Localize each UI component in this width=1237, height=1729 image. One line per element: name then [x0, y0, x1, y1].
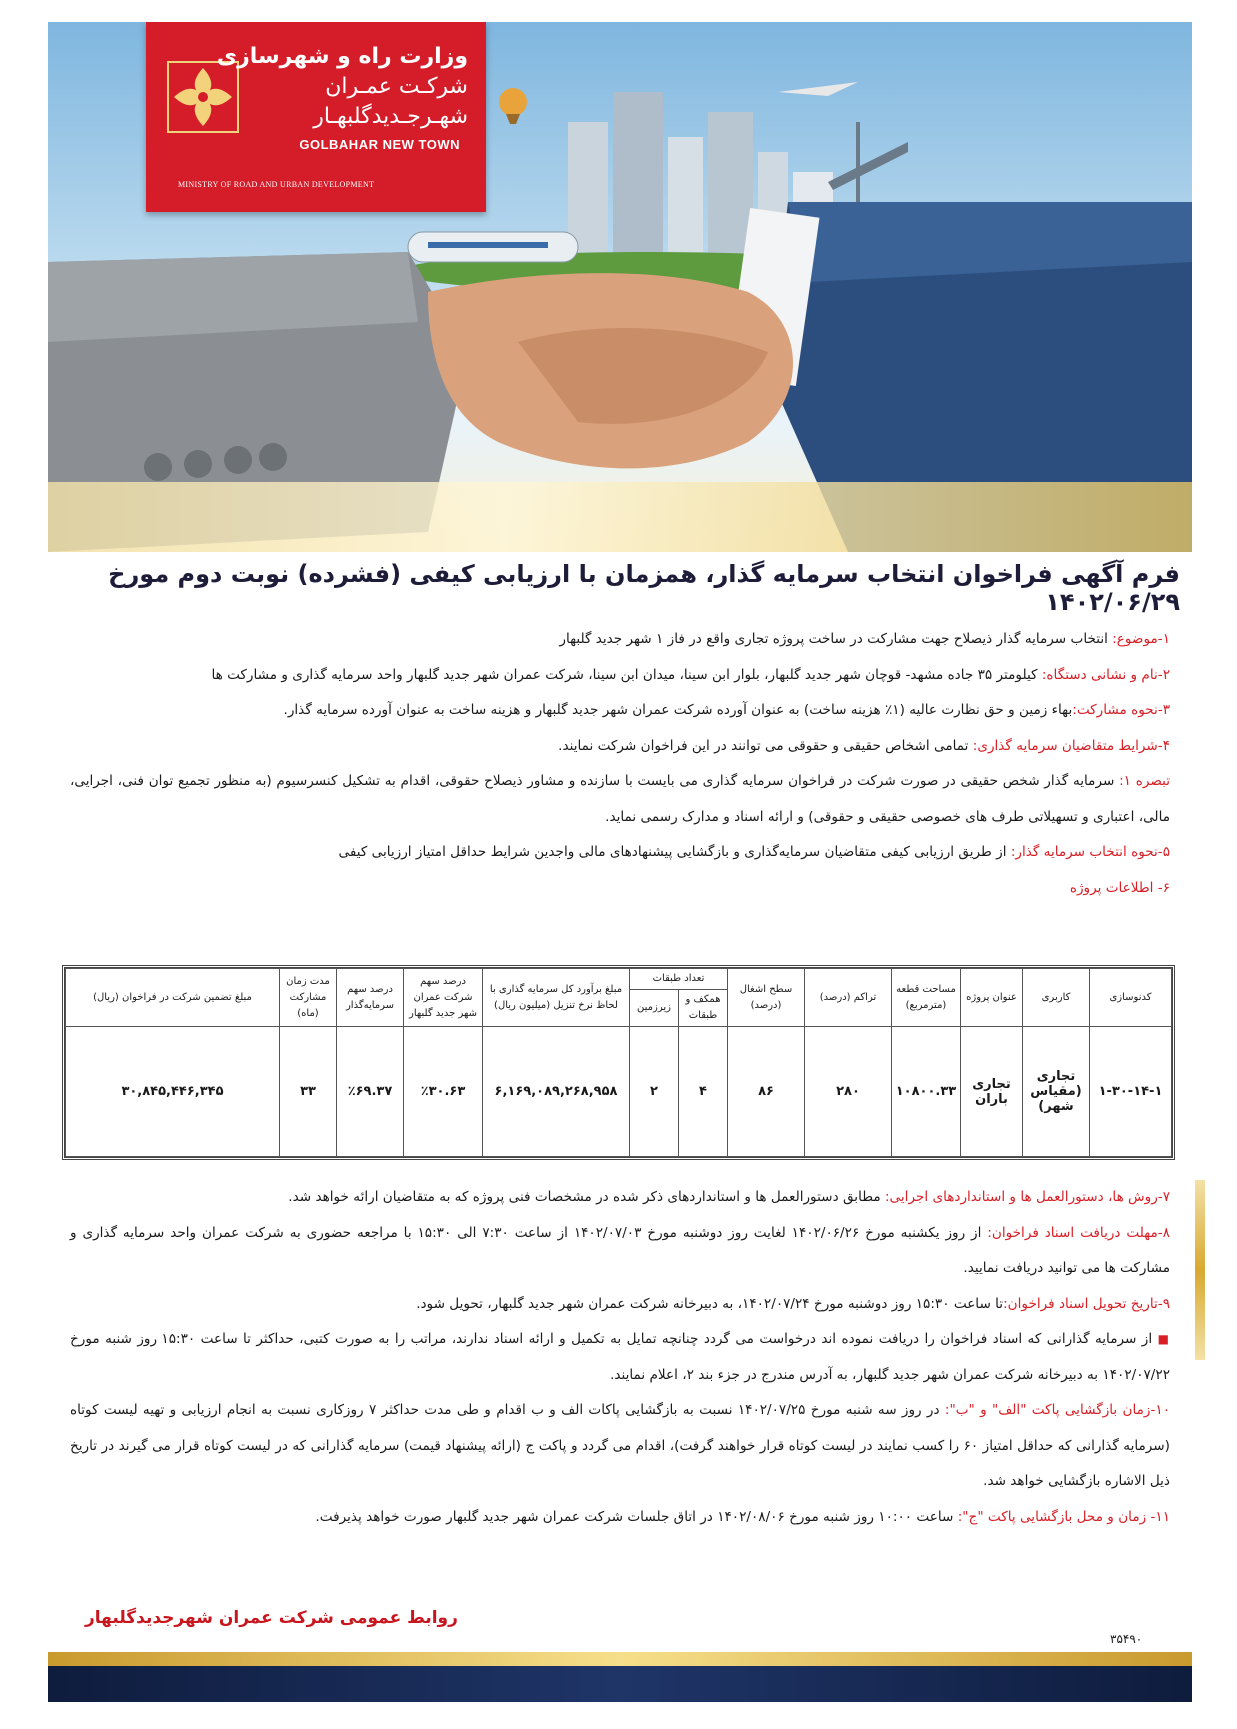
- cell-project-title: تجاری باران: [961, 1027, 1023, 1157]
- cell-floors-above: ۴: [679, 1027, 728, 1157]
- logo-ministry-persian: وزارت راه و شهرسازی: [216, 44, 468, 69]
- header-investment: مبلغ برآورد کل سرمایه گذاری با لحاظ نرخ تنزیل (میلیون ریال): [483, 969, 630, 1027]
- section-applicant-conditions: [70, 729, 1170, 765]
- section-label: ۴-شرایط متقاضیان سرمایه گذاری:: [972, 737, 1170, 754]
- header-floors-above: همکف و طبقات: [679, 990, 728, 1027]
- cell-duration: ۳۳: [280, 1027, 337, 1157]
- section-participation-method: [70, 693, 1170, 729]
- header-floors-group: تعداد طبقات: [630, 969, 728, 990]
- section-text: ساعت ۱۰:۰۰ روز شنبه مورخ ۱۴۰۲/۰۸/۰۶ در اتاق جلسات شرکت عمران شهر جدید گلبهار صورت خواهد پذیرفت.: [315, 1508, 958, 1525]
- logo-company-name-line2: شهـرجـدیدگلبهـار: [313, 104, 468, 129]
- section-withdrawal-notice: [70, 1322, 1170, 1393]
- section-delivery-date: [70, 1287, 1170, 1323]
- header-code: کدنوسازی: [1090, 969, 1172, 1027]
- header-project-title: عنوان پروژه: [961, 969, 1023, 1027]
- section-text: از روز یکشنبه مورخ ۱۴۰۲/۰۶/۲۶ لغایت روز دوشنبه مورخ ۱۴۰۲/۰۷/۰۳ از ساعت ۷:۳۰ الی ۱۵:۳۰ با مراجعه حضوری به شرکت عمران واحد سرمایه گذاری و مشارکت ها می توانید دریافت نمایید.: [70, 1224, 1170, 1276]
- cell-use: تجاری (مقیاس شهر): [1023, 1027, 1090, 1157]
- cell-investor-share: ٪۶۹.۳۷: [337, 1027, 404, 1157]
- section-execution-standards: [70, 1180, 1170, 1216]
- section-document-deadline: [70, 1216, 1170, 1287]
- section-label: ۲-نام و نشانی دستگاه:: [1041, 666, 1170, 683]
- hero-banner: [48, 22, 1192, 552]
- footer-navy-bar: [48, 1666, 1192, 1702]
- cell-code: ۱-۳۰-۱۴-۱: [1090, 1027, 1172, 1157]
- table-row: [66, 1027, 1172, 1157]
- announcement-body-top: [70, 622, 1170, 906]
- section-label: تبصره ۱:: [1119, 773, 1170, 789]
- section-envelope-ab-opening: [70, 1393, 1170, 1500]
- section-organization-address: [70, 658, 1170, 694]
- section-text: انتخاب سرمایه گذار ذیصلاح جهت مشارکت در ساخت پروژه تجاری واقع در فاز ۱ شهر جدید گلبهار: [559, 631, 1113, 647]
- section-note-1: [70, 764, 1170, 835]
- section-label: ۸-مهلت دریافت اسناد فراخوان:: [987, 1224, 1170, 1241]
- cell-area: ۱۰۸۰۰.۳۳: [892, 1027, 961, 1157]
- announcement-title: فرم آگهی فراخوان انتخاب سرمایه گذار، همزمان با ارزیابی کیفی (فشرده) نوبت دوم مورخ ۱۴۰۲/۰۶/۲۹: [108, 560, 1180, 616]
- section-selection-method: [70, 835, 1170, 871]
- cell-investment: ۶,۱۶۹,۰۸۹,۲۶۸,۹۵۸: [483, 1027, 630, 1157]
- header-company-share: درصد سهم شرکت عمران شهر جدید گلبهار: [404, 969, 483, 1027]
- section-text: سرمایه گذار شخص حقیقی در صورت شرکت در فراخوان سرمایه گذاری می بایست با سازنده و مشاور ذیصلاح حقوقی، اقدام به تشکیل کنسرسیوم (به منظور تجمیع توان فنی، اجرایی، مالی، اعتباری و تسهیلاتی طرف های خصوصی حقیقی و حقوقی) و ارائه اسناد و مدارک رسمی نماید.: [70, 773, 1170, 825]
- table-header-row: [66, 969, 1172, 990]
- section-subject: [70, 622, 1170, 658]
- company-logo-box: [146, 22, 486, 212]
- bullet-square-icon: ■: [1157, 1332, 1170, 1346]
- public-relations-signature: روابط عمومی شرکت عمران شهرجدیدگلبهار: [85, 1608, 458, 1628]
- header-use: کاربری: [1023, 969, 1090, 1027]
- header-density: تراکم (درصد): [805, 969, 892, 1027]
- ad-code: ۳۵۴۹۰: [1110, 1632, 1143, 1646]
- section-label: ۵-نحوه انتخاب سرمایه گذار:: [1010, 844, 1170, 860]
- section-text: کیلومتر ۳۵ جاده مشهد- قوچان شهر جدید گلبهار، بلوار ابن سینا، میدان ابن سینا، شرکت عمران شهر جدید گلبهار واحد سرمایه گذاری و مشارکت ها: [211, 666, 1042, 683]
- section-text: در روز سه شنبه مورخ ۱۴۰۲/۰۷/۲۵ نسبت به بازگشایی پاکات الف و ب اقدام و طی مدت حداکثر ۷ روزکاری نسبت به انجام ارزیابی و تهیه لیست کوتاه (سرمایه گذارانی که حداقل امتیاز ۶۰ را کسب نمایند در لیست کوتاه قرار خواهند گرفت)، اقدام می گردد و پاکت ج (ارائه پیشنهاد قیمت) سرمایه گذارانی که در لیست کوتاه قرار می گیرند در تاریخ ذیل الاشاره بازگشایی خواهد شد.: [70, 1402, 1170, 1489]
- announcement-body-bottom: [70, 1180, 1170, 1535]
- header-occupancy: سطح اشغال (درصد): [728, 969, 805, 1027]
- section-project-info: [70, 871, 1170, 907]
- section-label: ۶- اطلاعات پروژه: [1069, 879, 1170, 896]
- logo-company-name-line1: شرکـت عمـران: [325, 74, 468, 99]
- cell-density: ۲۸۰: [805, 1027, 892, 1157]
- header-area: مساحت قطعه (مترمربع): [892, 969, 961, 1027]
- section-label: ۳-نحوه مشارکت:: [1072, 702, 1170, 718]
- golbahar-logo-mark-icon: [166, 60, 240, 134]
- section-text: تا ساعت ۱۵:۳۰ روز دوشنبه مورخ ۱۴۰۲/۰۷/۲۴، به دبیرخانه شرکت عمران شهر جدید گلبهار، تحویل شود.: [416, 1295, 1004, 1312]
- section-label: ۱-موضوع:: [1112, 631, 1170, 647]
- decorative-side-tab: [1195, 1180, 1205, 1360]
- section-label: ۱۱- زمان و محل بازگشایی پاکت "ج":: [957, 1508, 1170, 1525]
- header-floors-below: زیرزمین: [630, 990, 679, 1027]
- section-label: ۹-تاریخ تحویل اسناد فراخوان:: [1003, 1295, 1170, 1312]
- banner-gold-strip: [48, 482, 1192, 552]
- logo-english-name: GOLBAHAR NEW TOWN: [299, 137, 460, 152]
- cell-company-share: ٪۳۰.۶۳: [404, 1027, 483, 1157]
- section-text: بهاء زمین و حق نظارت عالیه (۱٪ هزینه ساخت) به عنوان آورده شرکت عمران شهر جدید گلبهار و هزینه ساخت به عنوان آورده سرمایه گذار.: [283, 702, 1073, 718]
- section-text: تمامی اشخاص حقیقی و حقوقی می توانند در این فراخوان شرکت نمایند.: [558, 737, 973, 754]
- cell-floors-below: ۲: [630, 1027, 679, 1157]
- section-text: از سرمایه گذارانی که اسناد فراخوان را دریافت نموده اند درخواست می گردد چنانچه تمایل به تکمیل و ارائه اسناد ندارند، مراتب را به صورت کتبی، حداکثر تا ساعت ۱۵:۳۰ روز شنبه مورخ ۱۴۰۲/۰۷/۲۲ به دبیرخانه شرکت عمران شهر جدید گلبهار، به آدرس مندرج در جزء بند ۲، اعلام نمایند.: [70, 1331, 1170, 1383]
- cell-occupancy: ۸۶: [728, 1027, 805, 1157]
- section-text: از طریق ارزیابی کیفی متقاضیان سرمایه‌گذاری و بازگشایی پیشنهادهای مالی واجدین شرایط حداقل امتیاز ارزیابی کیفی: [338, 844, 1011, 860]
- header-guarantee: مبلغ تضمین شرکت در فراخوان (ریال): [66, 969, 280, 1027]
- section-label: ۷-روش ها، دستورالعمل ها و استانداردهای اجرایی:: [884, 1189, 1170, 1205]
- section-label: ۱۰-زمان بازگشایی پاکت "الف" و "ب":: [944, 1402, 1171, 1418]
- cell-guarantee: ۳۰,۸۴۵,۴۴۶,۳۴۵: [66, 1027, 280, 1157]
- project-info-table: [65, 968, 1172, 1157]
- footer-gold-bar: [48, 1652, 1192, 1666]
- header-investor-share: درصد سهم سرمایه‌گذار: [337, 969, 404, 1027]
- logo-ministry-english: MINISTRY OF ROAD AND URBAN DEVELOPMENT: [178, 180, 375, 189]
- header-duration: مدت زمان مشارکت (ماه): [280, 969, 337, 1027]
- section-text: مطابق دستورالعمل ها و استانداردهای ذکر شده در مشخصات فنی پروژه که به متقاضیان ارائه خواهد شد.: [288, 1189, 885, 1205]
- section-envelope-c-opening: [70, 1500, 1170, 1536]
- project-info-table-frame: [62, 965, 1175, 1160]
